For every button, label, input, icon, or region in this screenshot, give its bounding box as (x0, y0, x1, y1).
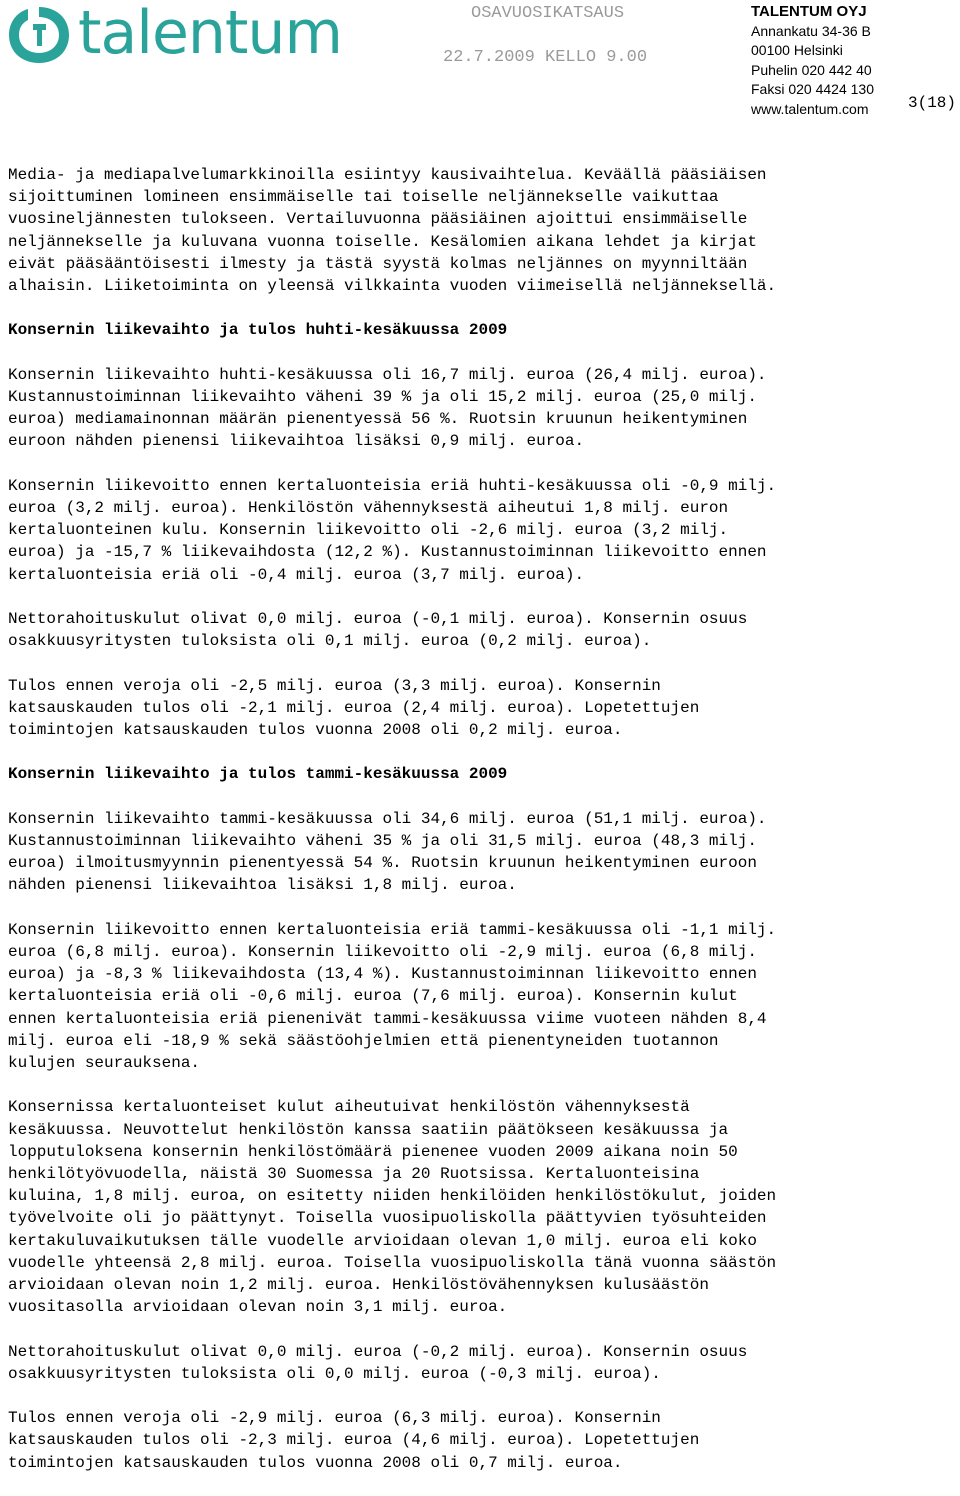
document-type: OSAVUOSIKATSAUS (471, 4, 625, 23)
talentum-logo-mark-icon (6, 4, 72, 66)
company-city: 00100 Helsinki (751, 42, 843, 58)
document-body (8, 164, 958, 1496)
company-fax: Faksi 020 4424 130 (751, 81, 874, 97)
q2-profit-paragraph: Konsernin liikevoitto ennen kertaluonteisia eriä huhti-kesäkuussa oli -0,9 milj. euroa (3,2 milj. euroa). Henkilöstön vähennyksestä aiheutui 1,8 milj. euron kertaluonteinen kulu. Konsernin liikevoitto oli -2,6 milj. euroa (3,2 milj. euroa) ja -15,7 % liikevaihdosta (12,2 %). Kustannustoiminnan liikevoitto ennen kertaluonteisia eriä oli -0,4 milj. euroa (3,7 milj. euroa). (8, 476, 777, 584)
page-header (0, 0, 960, 120)
company-website-link[interactable]: www.talentum.com (751, 100, 869, 117)
q2-revenue-paragraph: Konsernin liikevaihto huhti-kesäkuussa oli 16,7 milj. euroa (26,4 milj. euroa). Kustannustoiminnan liikevaihto väheni 39 % ja oli 15,2 milj. euroa (25,0 milj. euroa) mediamainonnan määrän pienentyessä 56 %. Ruotsin kruunun heikentyminen euroon nähden pienensi liikevaihtoa lisäksi 0,9 milj. euroa. (8, 365, 767, 451)
h1-revenue-paragraph: Konsernin liikevaihto tammi-kesäkuussa oli 34,6 milj. euroa (51,1 milj. euroa). Kustannustoiminnan liikevaihto väheni 35 % ja oli 31,5 milj. euroa (48,3 milj. euroa) ilmoitusmyynnin pienentyessä 54 %. Ruotsin kruunun heikentyminen euroon nähden pienensi liikevaihtoa lisäksi 1,8 milj. euroa. (8, 809, 767, 895)
company-phone: Puhelin 020 442 40 (751, 61, 872, 78)
document-date: 22.7.2009 KELLO 9.00 (443, 48, 648, 67)
talentum-logo (6, 0, 366, 68)
company-street: Annankatu 34-36 B (751, 22, 871, 39)
h1-profit-paragraph: Konsernin liikevoitto ennen kertaluonteisia eriä tammi-kesäkuussa oli -1,1 milj. euroa (6,8 milj. euroa). Konsernin liikevoitto oli -2,9 milj. euroa (6,8 milj. euroa) ja -8,3 % liikevaihdosta (13,4 %). Kustannustoiminnan liikevoitto ennen kertaluonteisia eriä oli -0,6 milj. euroa (7,6 milj. euroa). Konsernin kulut ennen kertaluonteisia eriä pienenivät tammi-kesäkuussa viime vuoteen nähden 8,4 milj. euroa eli -18,9 % sekä säästöohjelmien että pienentyneiden tuotannon kulujen seurauksena. (8, 920, 777, 1072)
logo-wordmark: talentum (78, 0, 342, 68)
intro-paragraph: Media- ja mediapalvelumarkkinoilla esiintyy kausivaihtelua. Keväällä pääsiäisen sijoittuminen lomineen ensimmäiselle tai toiselle neljännekselle vaikuttaa vuosineljännesten tulokseen. Vertailuvuonna pääsiäinen ajoittui ensimmäiselle neljännekselle ja kuluvana vuonna toiselle. Kesälomien aikana lehdet ja kirjat eivät pääsääntöisesti ilmesty ja tästä syystä kolmas neljännes on myynniltään alhaisin. Liiketoiminta on yleensä vilkkainta vuoden viimeisellä neljänneksellä. (8, 166, 777, 296)
company-name: TALENTUM OYJ (751, 3, 867, 20)
section-heading-h1: Konsernin liikevaihto ja tulos tammi-kesäkuussa 2009 (8, 765, 508, 784)
company-info (751, 2, 874, 119)
q2-finance-paragraph: Nettorahoituskulut olivat 0,0 milj. euroa (-0,1 milj. euroa). Konsernin osuus osakkuusyritysten tuloksista oli 0,1 milj. euroa (0,2 milj. euroa). (8, 610, 748, 651)
section-heading-q2: Konsernin liikevaihto ja tulos huhti-kesäkuussa 2009 (8, 321, 508, 340)
h1-finance-paragraph: Nettorahoituskulut olivat 0,0 milj. euroa (-0,2 milj. euroa). Konsernin osuus osakkuusyritysten tuloksista oli 0,0 milj. euroa (-0,3 milj. euroa). (8, 1342, 748, 1383)
h1-restructuring-paragraph: Konsernissa kertaluonteiset kulut aiheutuivat henkilöstön vähennyksestä kesäkuussa. Neuvottelut henkilöstön kanssa saatiin päätökseen kesäkuussa ja lopputuloksena konsernin henkilöstömäärä pienenee vuoden 2009 aikana noin 50 henkilötyövuodella, näistä 30 Suomessa ja 20 Ruotsissa. Kertaluonteisina kuluina, 1,8 milj. euroa, on esitetty niiden henkilöiden henkilöstökulut, joiden työvelvoite oli jo päättynyt. Toisella vuosipuoliskolla päättyvien työsuhteiden kertakuluvaikutuksen tälle vuodelle arvioidaan olevan 1,0 milj. euroa eli koko vuodelle yhteensä 2,8 milj. euroa. Toisella vuosipuoliskolla tänä vuonna säästön arvioidaan olevan noin 1,2 milj. euroa. Henkilöstövähennyksen kulusäästön vuositasolla arvioidaan olevan noin 3,1 milj. euroa. (8, 1098, 777, 1317)
page-number: 3(18) (908, 94, 957, 112)
q2-result-paragraph: Tulos ennen veroja oli -2,5 milj. euroa (3,3 milj. euroa). Konsernin katsauskauden tulos oli -2,1 milj. euroa (2,4 milj. euroa). Lopetettujen toimintojen katsauskauden tulos vuonna 2008 oli 0,2 milj. euroa. (8, 676, 700, 739)
h1-result-paragraph: Tulos ennen veroja oli -2,9 milj. euroa (6,3 milj. euroa). Konsernin katsauskauden tulos oli -2,3 milj. euroa (4,6 milj. euroa). Lopetettujen toimintojen katsauskauden tulos vuonna 2008 oli 0,7 milj. euroa. (8, 1409, 700, 1472)
